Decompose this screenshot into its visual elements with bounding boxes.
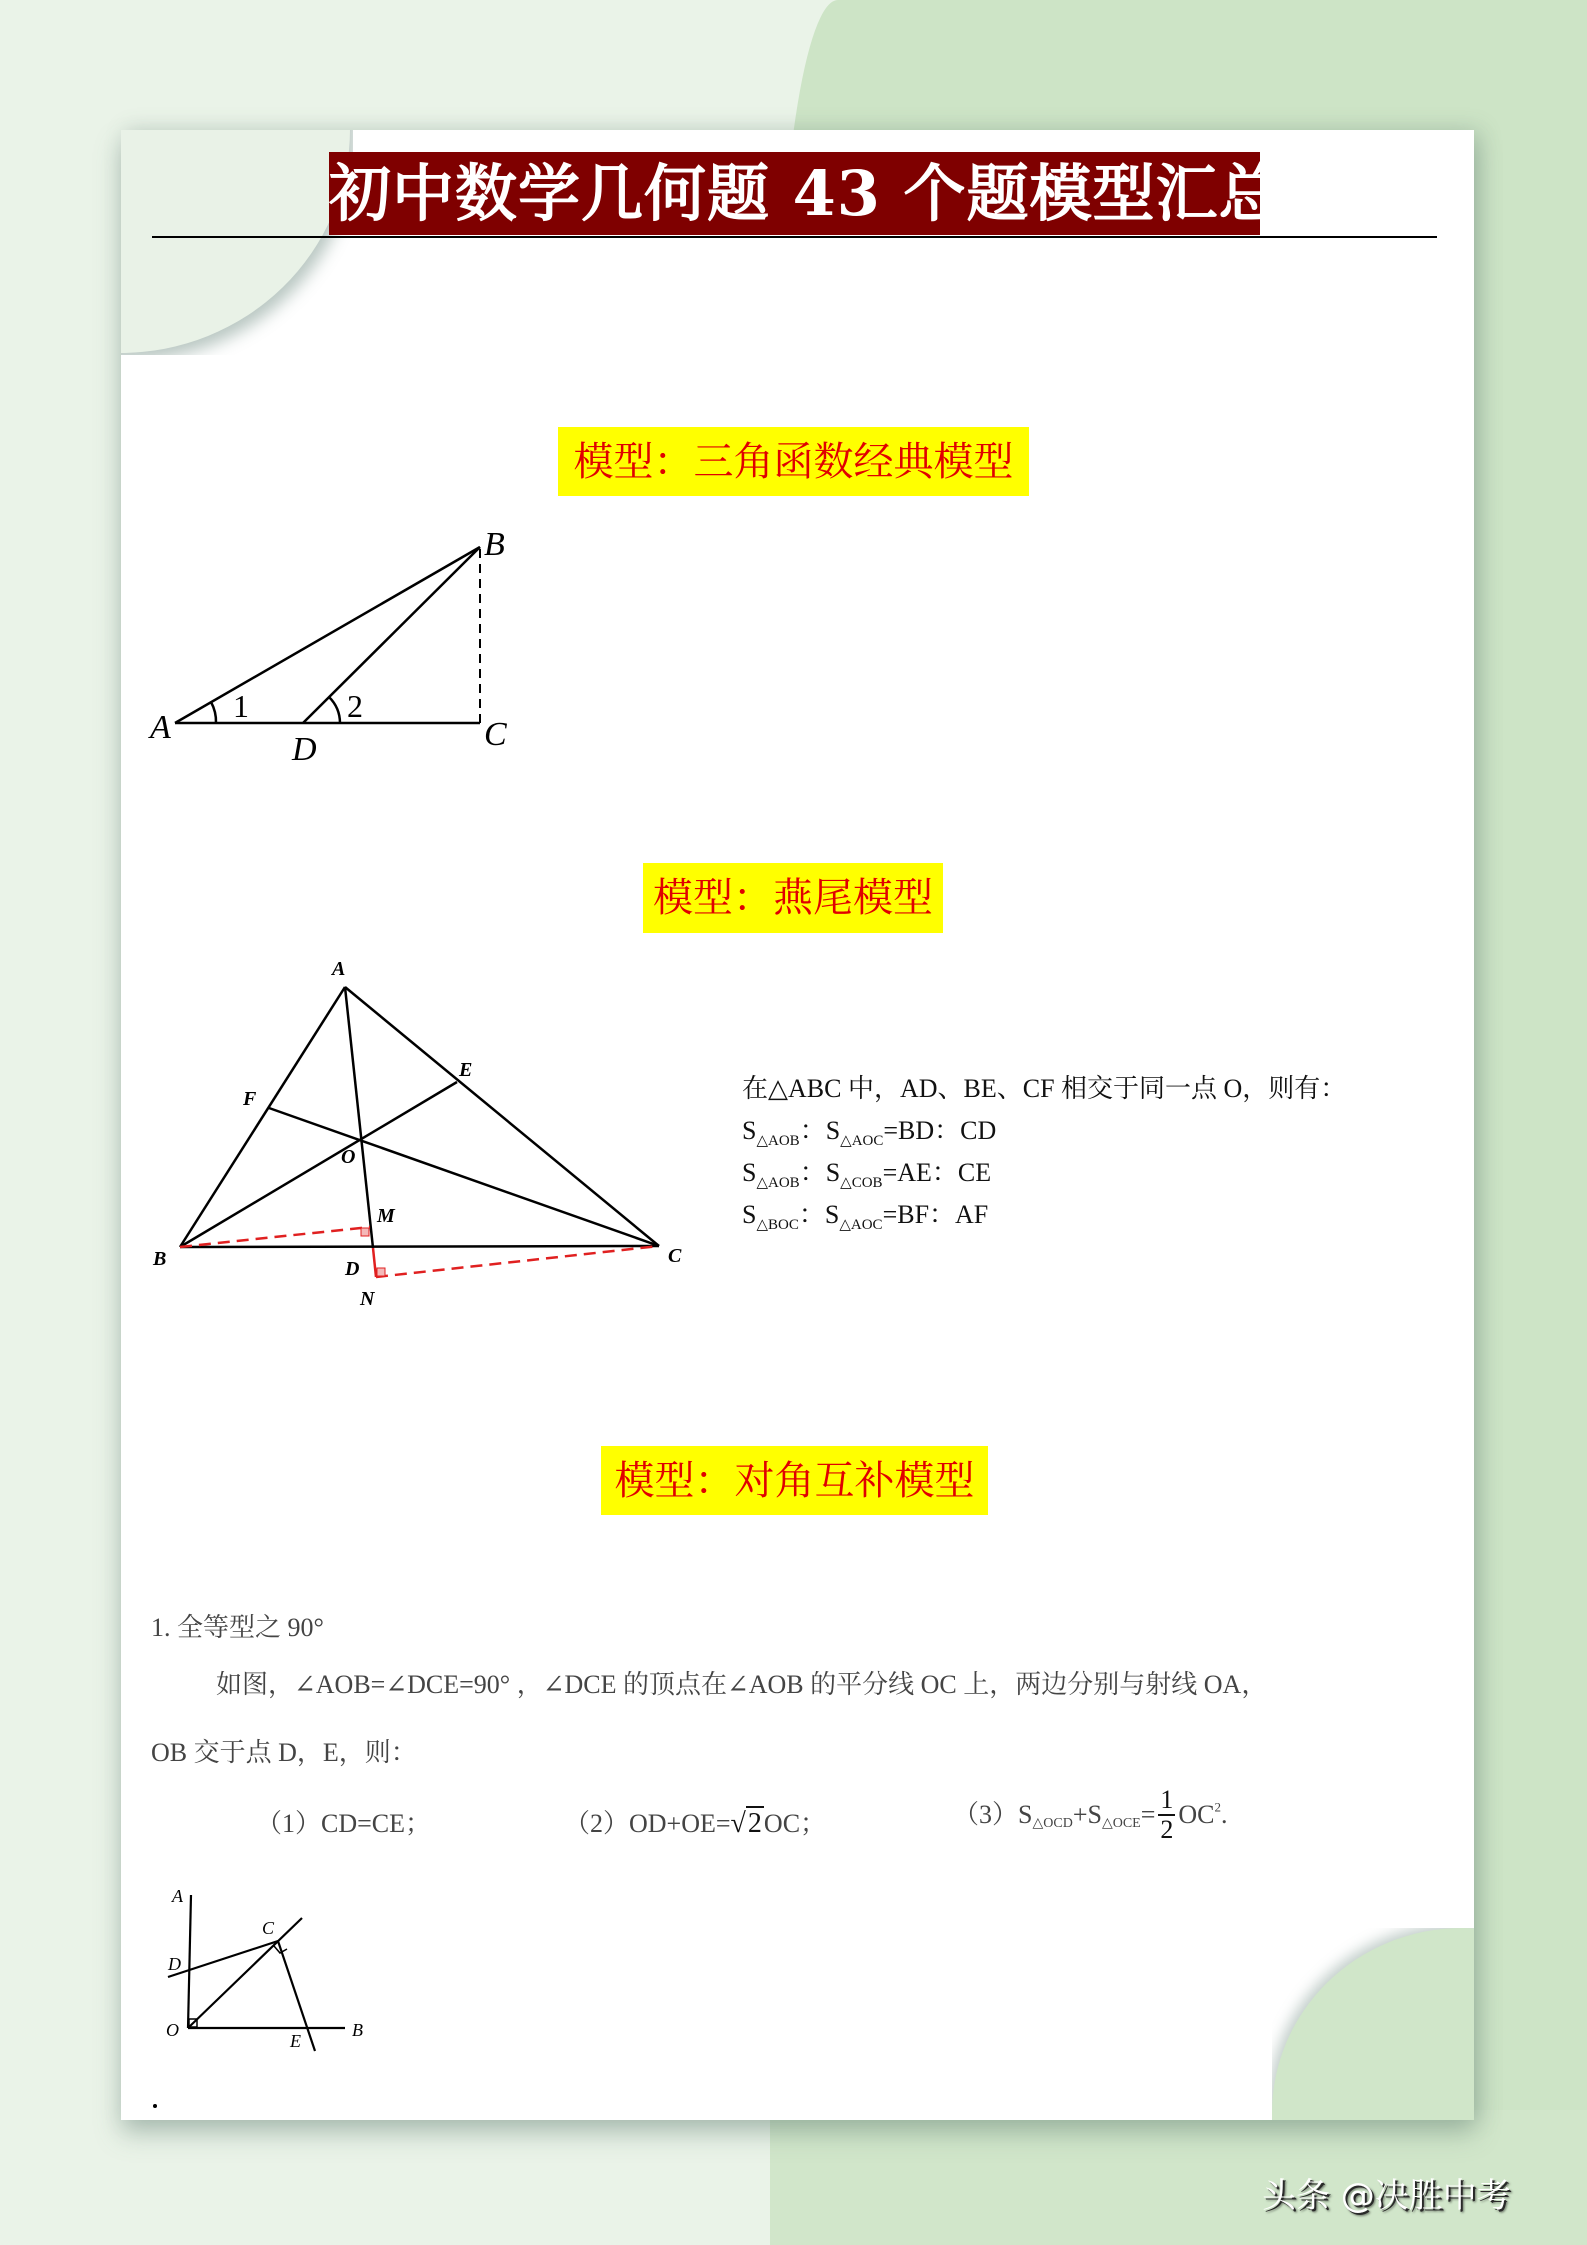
point-label-n: N	[360, 1288, 375, 1310]
point-label-e: E	[459, 1059, 473, 1081]
section-heading-trig-model: 模型：三角函数经典模型	[558, 427, 1029, 496]
point-label-a: A	[332, 958, 346, 980]
page-corner-notch-bottom-right	[1272, 1928, 1474, 2120]
page-corner-notch-top-left	[121, 130, 353, 355]
watermark: 头条 @决胜中考	[1262, 2176, 1511, 2216]
right-angle-model-figure	[150, 1880, 380, 2070]
angle-label-2: 2	[347, 688, 363, 724]
point-label-b: B	[484, 526, 505, 563]
ratio-line-2: $S_{\triangle AOB}$：$S_{\triangle COB}=AE$：CE	[742, 1158, 992, 1191]
section-heading-diagonal-complement-model: 模型：对角互补模型	[601, 1446, 988, 1515]
point-label-b: B	[352, 2020, 363, 2040]
conclusion-2: （2）OD+OE=√2OC；	[564, 1808, 827, 1839]
point-label-d: D	[345, 1258, 360, 1280]
point-label-d: D	[292, 731, 317, 768]
point-label-f: F	[243, 1088, 257, 1110]
subsection-title: 1. 全等型之 90°	[151, 1613, 324, 1642]
point-label-o: O	[341, 1146, 356, 1168]
section-heading-swallowtail-model: 模型：燕尾模型	[643, 863, 943, 933]
point-label-c: C	[668, 1245, 682, 1267]
title-underline	[152, 236, 1437, 238]
point-label-c: C	[484, 716, 507, 753]
ratio-line-3: $S_{\triangle BOC}$：$S_{\triangle AOC}=BF$：AF	[742, 1200, 989, 1233]
conclusion-3: $(3)S_{\triangle OCD}+S_{\triangle OCE}=$ $\frac{1}{2}$ $OC^2$.	[953, 1785, 1228, 1844]
ratio-line-1: $S_{\triangle AOB}$：$S_{\triangle AOC}=BD$：CD	[742, 1116, 997, 1149]
point-label-o: O	[166, 2020, 179, 2040]
point-label-d: D	[168, 1954, 181, 1974]
paragraph-line-1: 如图，∠AOB=∠DCE=90° ，∠DCE 的顶点在∠AOB 的平分线 OC 上，两边分别与射线 OA，	[216, 1670, 1268, 1699]
point-label-b: B	[153, 1248, 167, 1270]
swallowtail-description: 在△ABC 中，AD、BE、CF 相交于同一点 O，则有：	[742, 1074, 1347, 1103]
paragraph-line-2: OB 交于点 D，E，则：	[151, 1738, 417, 1767]
point-label-a: A	[172, 1886, 183, 1906]
trailing-period-mark	[153, 2104, 157, 2108]
point-label-e: E	[290, 2031, 301, 2051]
document-title: 初中数学几何题 43 个题模型汇总	[329, 152, 1260, 235]
trig-model-figure	[140, 520, 540, 780]
angle-label-1: 1	[233, 688, 249, 724]
point-label-c: C	[262, 1918, 275, 1938]
conclusion-1: （1）CD=CE；	[256, 1809, 432, 1838]
point-label-a: A	[150, 709, 171, 746]
point-label-m: M	[377, 1205, 395, 1227]
swallowtail-model-figure	[140, 950, 700, 1320]
